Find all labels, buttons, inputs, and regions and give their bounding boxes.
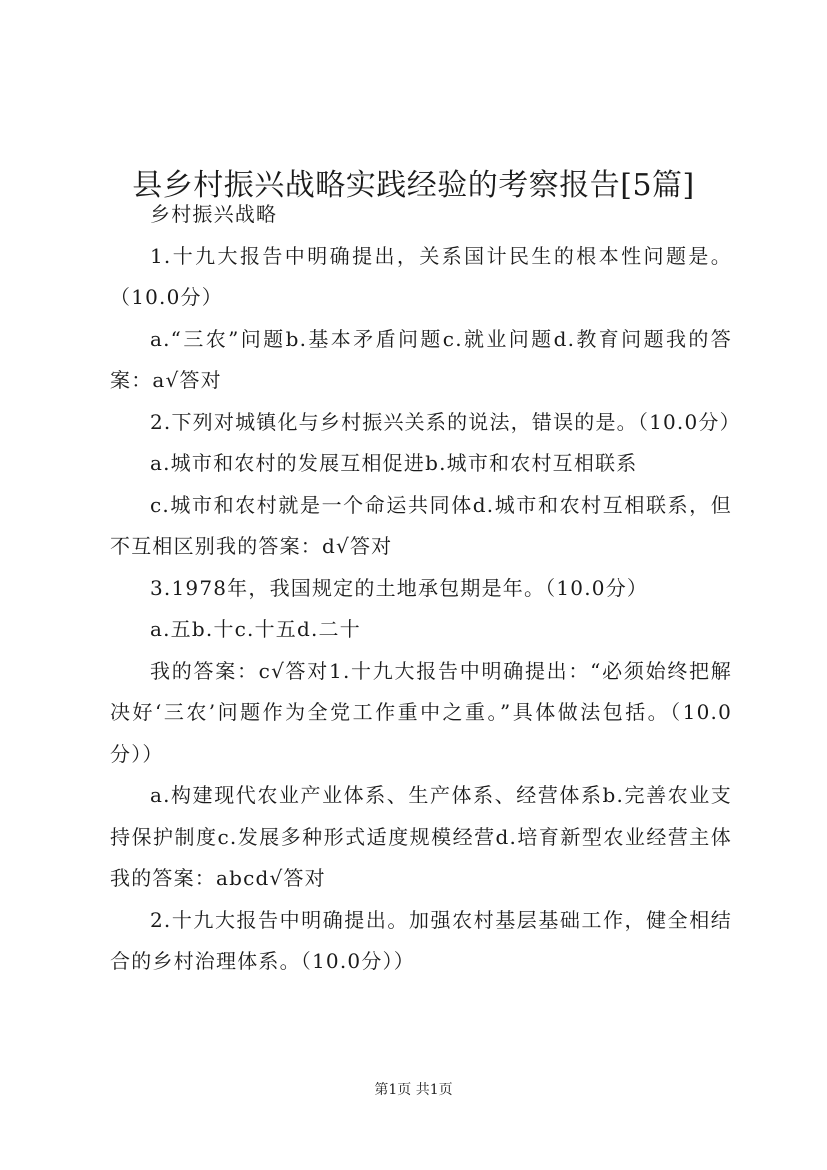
paragraph: 2.十九大报告中明确提出。加强农村基层基础工作，健全相结合的乡村治理体系。（10.0分）） (110, 907, 732, 973)
page-footer: 第1页 共1页 (374, 1082, 453, 1098)
paragraph: 3.1978年，我国规定的土地承包期是年。（10.0分） (150, 575, 649, 600)
paragraph: c.城市和农村就是一个命运共同体d.城市和农村互相联系，但不互相区别我的答案：d√答对 (110, 492, 732, 558)
paragraph: a.“三农”问题b.基本矛盾问题c.就业问题d.教育问题我的答案：a√答对 (110, 326, 732, 392)
document-body (110, 194, 741, 983)
paragraph: a.城市和农村的发展互相促进b.城市和农村互相联系 (150, 451, 638, 475)
paragraph: 2.下列对城镇化与乡村振兴关系的说法，错误的是。（10.0分） (150, 409, 741, 434)
paragraph: 1.十九大报告中明确提出，关系国计民生的根本性问题是。（10.0分） (110, 243, 732, 309)
document-title: 县乡村振兴战略实践经验的考察报告[5篇] (132, 168, 695, 204)
paragraph: 乡村振兴战略 (150, 202, 278, 226)
paragraph: a.构建现代农业产业体系、生产体系、经营体系b.完善农业支持保护制度c.发展多种形式适度规模经营d.培育新型农业经营主体我的答案：abcd√答对 (110, 783, 732, 890)
paragraph: 我的答案：c√答对1.十九大报告中明确提出：“必须始终把解决好‘三农’问题作为全党工作重中之重。”具体做法包括。（10.0分）） (110, 658, 732, 766)
paragraph: a.五b.十c.十五d.二十 (150, 617, 361, 641)
